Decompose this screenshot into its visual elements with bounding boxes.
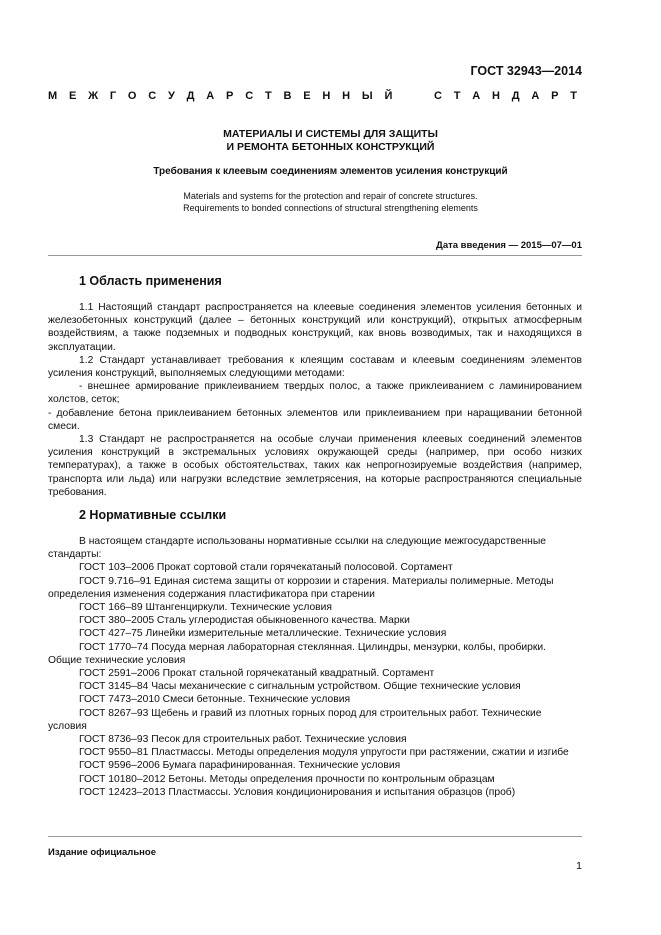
section-2-heading: 2 Нормативные ссылки (79, 508, 227, 522)
reference-item: ГОСТ 9596–2006 Бумага парафинированная. Технические условия (79, 760, 401, 772)
introduction-date: Дата введения — 2015—07—01 (436, 240, 582, 251)
banner-letter: Р (226, 90, 234, 102)
paragraph: 1.1 Настоящий стандарт распространяется на клеевые соединения элементов усиления бетонных и железобетонных конструкций (далее – бетонных конструкций или конструкций), открытых атмосферным воздействиям, а также подземных и подводных конструкций, как вновь возводимых, так и находящихся в эксплуатации. (48, 302, 582, 353)
reference-item: ГОСТ 166–89 Штангенциркули. Технические условия (79, 602, 332, 614)
banner-letter: А (206, 90, 215, 102)
list-item: - внешнее армирование приклеиванием твердых полос, а также приклеиванием с ламинированием холстов, сеток; (48, 381, 582, 406)
banner-letter: В (283, 90, 292, 102)
document-code: ГОСТ 32943—2014 (470, 64, 582, 78)
banner-letter: О (127, 90, 137, 102)
banner-letter: У (168, 90, 175, 102)
banner-letter: Г (109, 90, 117, 102)
title-en-line-1: Materials and systems for the protection and repair of concrete structures. (183, 191, 478, 201)
banner-letter: Ж (88, 90, 99, 102)
banner-letter: Р (551, 90, 559, 102)
banner-letter: Е (303, 90, 311, 102)
title-line-2: И РЕМОНТА БЕТОННЫХ КОНСТРУКЦИЙ (226, 141, 435, 153)
banner-letter: Н (491, 90, 500, 102)
reference-item: ГОСТ 12423–2013 Пластмассы. Условия кондиционирования и испытания образцов (проб) (79, 786, 516, 798)
section-1-heading: 1 Область применения (79, 274, 222, 288)
banner-letter: Е (68, 90, 77, 102)
standard-type-banner (48, 90, 577, 102)
banner-letter: А (472, 90, 481, 102)
banner-letter: С (148, 90, 157, 102)
reference-item: ГОСТ 9550–81 Пластмассы. Методы определения модуля упругости при растяжении, сжатии и изгибе (79, 747, 569, 759)
footer-divider (48, 836, 582, 837)
reference-item: ГОСТ 8267–93 Щебень и гравий из плотных горных пород для строительных работ. Технические условия (48, 707, 542, 732)
reference-item: ГОСТ 2591–2006 Прокат стальной горячекатаный квадратный. Сортамент (79, 668, 435, 680)
banner-letter: А (531, 90, 540, 102)
paragraph: 1.3 Стандарт не распространяется на особые случаи применения клеевых соединений элементов усиления конструкций в экстремальных условиях окружающей среды (например, при особо низких температурах), а также в особых обстоятельствах, таких как непрогнозируемые воздействия (например, транспорта или льда) или нагрузки вследствие землетрясения, на которые распространяются специальные требования. (48, 434, 582, 498)
page-number: 1 (576, 860, 582, 872)
banner-letter: Й (384, 90, 393, 102)
reference-item: ГОСТ 8736–93 Песок для строительных работ. Технические условия (79, 734, 407, 746)
header-divider (48, 255, 582, 256)
banner-letter: Д (511, 90, 520, 102)
banner-letter: Т (453, 90, 461, 102)
reference-item: ГОСТ 1770–74 Посуда мерная лабораторная стеклянная. Цилиндры, мензурки, колбы, пробирки. Общие технические условия (48, 641, 547, 666)
banner-letter: Н (342, 90, 351, 102)
banner-letter: Ы (361, 90, 373, 102)
reference-item: ГОСТ 10180–2012 Бетоны. Методы определения прочности по контрольным образцам (79, 773, 495, 785)
title-en-line-2: Requirements to bonded connections of structural strengthening elements (183, 203, 478, 213)
banner-letter: Т (264, 90, 272, 102)
reference-item: ГОСТ 380–2005 Сталь углеродистая обыкновенного качества. Марки (79, 615, 410, 627)
list-item: - добавление бетона приклеиванием бетонных элементов или приклеиванием при наращивании бетонной смеси. (48, 407, 582, 432)
references-intro: В настоящем стандарте использованы нормативные ссылки на следующие межгосударственные стандарты: (48, 536, 546, 561)
reference-item: ГОСТ 427–75 Линейки измерительные металлические. Технические условия (79, 628, 447, 640)
paragraph: 1.2 Стандарт устанавливает требования к клеящим составам и клеевым соединениям элементов усиления конструкций, выполняемых следующими методами: (48, 354, 582, 380)
title-line-1: МАТЕРИАЛЫ И СИСТЕМЫ ДЛЯ ЗАЩИТЫ (223, 128, 438, 140)
section-1-body (48, 301, 582, 499)
subtitle-ru: Требования к клеевым соединениям элементов усиления конструкций (153, 166, 508, 177)
banner-letter: Н (322, 90, 331, 102)
reference-item: ГОСТ 3145–84 Часы механические с сигнальным устройством. Общие технические условия (79, 681, 521, 693)
banner-letter: М (48, 90, 58, 102)
reference-item: ГОСТ 7473–2010 Смеси бетонные. Технические условия (79, 694, 351, 706)
banner-letter: Д (186, 90, 195, 102)
banner-letter: Т (570, 90, 577, 102)
reference-item: ГОСТ 103–2006 Прокат сортовой стали горячекатаный полосовой. Сортамент (79, 562, 453, 574)
reference-item: ГОСТ 9.716–91 Единая система защиты от коррозии и старения. Материалы полимерные. Методы определения изменения содержания пластификатора при старении (48, 575, 554, 600)
banner-letter: С (245, 90, 254, 102)
edition-label: Издание официальное (48, 847, 156, 858)
banner-letter: С (433, 90, 442, 102)
banner-gap (404, 90, 422, 102)
normative-references (48, 535, 582, 799)
